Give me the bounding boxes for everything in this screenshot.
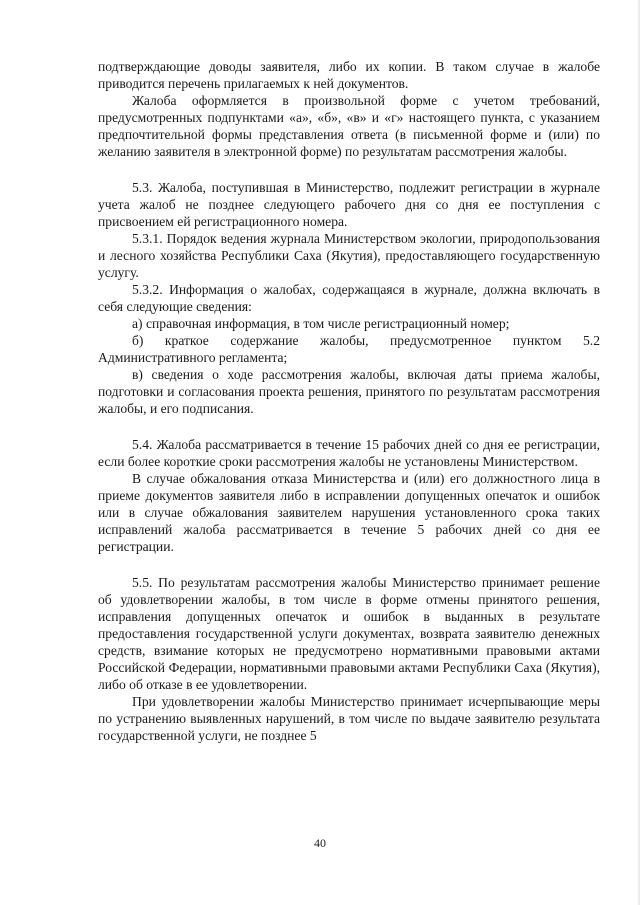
paragraph-2: Жалоба оформляется в произвольной форме с учетом требований, предусмотренных подпунктами «а», «б», «в» и «г» настоящего пункта, с указанием предпочтительной формы представления ответа (в письменной форме и (или) по желанию заявителя в электронной форме) по результатам рассмотрения жалобы. <box>98 93 600 159</box>
paragraph-5: 5.3.2. Информация о жалобах, содержащаяся в журнале, должна включать в себя следующие сведения: <box>98 282 600 314</box>
paragraph-11: 5.5. По результатам рассмотрения жалобы Министерство принимает решение об удовлетворении жалобы, в том числе в форме отмены принятого решения, исправления допущенных опечаток и ошибок в выданных в результате предоставления государственной услуги документах, возврата заявителю денежных средств, взимание которых не предусмотрено нормативными правовыми актами Российской Федерации, нормативными правовыми актами Республики Саха (Якутия), либо об отказе в ее удовлетворении. <box>98 575 600 692</box>
paragraph-3: 5.3. Жалоба, поступившая в Министерство, подлежит регистрации в журнале учета жалоб не позднее следующего рабочего дня со дня ее поступления с присвоением ей регистрационного номера. <box>98 180 600 229</box>
page-number: 40 <box>314 836 326 850</box>
paragraph-8: в) сведения о ходе рассмотрения жалобы, включая даты приема жалобы, подготовки и согласования проекта решения, принятого по результатам рассмотрения жалобы, и его подписания. <box>98 367 600 416</box>
paragraph-9: 5.4. Жалоба рассматривается в течение 15 рабочих дней со дня ее регистрации, если более короткие сроки рассмотрения жалобы не установлены Министерством. <box>98 437 600 469</box>
paragraph-1: подтверждающие доводы заявителя, либо их копии. В таком случае в жалобе приводится перечень прилагаемых к ней документов. <box>98 59 600 91</box>
paragraph-4: 5.3.1. Порядок ведения журнала Министерством экологии, природопользования и лесного хозяйства Республики Саха (Якутия), предоставляющего государственную услугу. <box>98 231 600 280</box>
document-body <box>98 58 600 744</box>
paragraph-10: В случае обжалования отказа Министерства и (или) его должностного лица в приеме документов заявителя либо в исправлении допущенных опечаток и ошибок или в случае обжалования заявителем нарушения установленного срока таких исправлений жалоба рассматривается в течение 5 рабочих дней со дня ее регистрации. <box>98 471 600 554</box>
paragraph-7: б) краткое содержание жалобы, предусмотренное пунктом 5.2 Административного регламента; <box>98 333 600 365</box>
paragraph-12: При удовлетворении жалобы Министерство принимает исчерпывающие меры по устранению выявленных нарушений, в том числе по выдаче заявителю результата государственной услуги, не позднее 5 <box>98 694 600 743</box>
paragraph-6: а) справочная информация, в том числе регистрационный номер; <box>132 316 510 331</box>
